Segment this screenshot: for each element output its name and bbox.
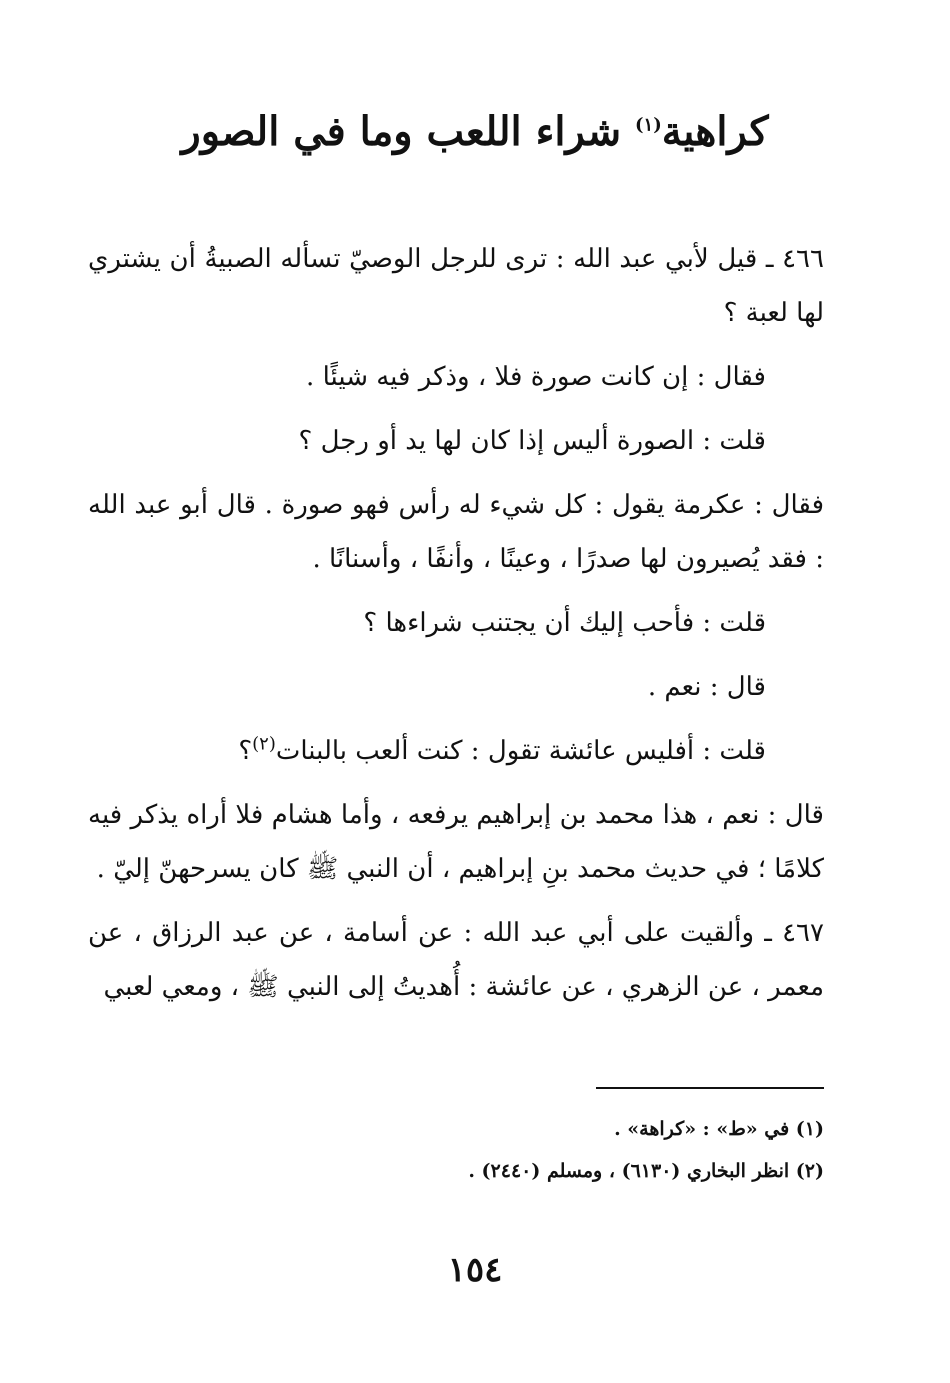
footnote-divider <box>596 1087 824 1089</box>
footnotes <box>88 1108 824 1192</box>
paragraph-question-3 <box>88 724 824 778</box>
paragraph-question-2: قلت : فأحب إليك أن يجتنب شراءها ؟ <box>363 608 766 638</box>
paragraph-answer-1: فقال : إن كانت صورة فلا ، وذكر فيه شيئًا . <box>306 362 766 392</box>
body-text <box>88 232 824 1024</box>
paragraph-answer-4: قال : نعم ، هذا محمد بن إبراهيم يرفعه ، وأما هشام فلا أراه يذكر فيه كلامًا ؛ في حديث محمد بنِ إبراهيم ، أن النبي ﷺ كان يسرحهنّ إليّ . <box>88 800 824 884</box>
paragraph-467: ٤٦٧ ـ وألقيت على أبي عبد الله : عن أسامة ، عن عبد الرزاق ، عن معمر ، عن الزهري ، عن عائشة : أُهديتُ إلى النبي ﷺ ، ومعي لعبي <box>88 918 824 1002</box>
title-footnote-ref[interactable]: (١) <box>635 114 662 136</box>
page-title <box>0 100 950 164</box>
paragraph-answer-2: فقال : عكرمة يقول : كل شيء له رأس فهو صورة . قال أبو عبد الله : فقد يُصيرون لها صدرًا ، وعينًا ، وأنفًا ، وأسنانًا . <box>88 490 824 574</box>
paragraph-answer-3: قال : نعم . <box>647 672 766 702</box>
title-prefix: كراهية <box>661 108 769 155</box>
question-3-text: قلت : أفليس عائشة تقول : كنت ألعب بالبنات <box>275 736 766 766</box>
paragraph-466: ٤٦٦ ـ قيل لأبي عبد الله : ترى للرجل الوصيّ تسأله الصبيةُ أن يشتري لها لعبة ؟ <box>88 244 824 328</box>
title-rest: شراء اللعب وما في الصور <box>181 108 636 155</box>
footnote-2: (٢) انظر البخاري (٦١٣٠) ، ومسلم (٢٤٤٠) . <box>468 1160 824 1182</box>
question-3-end: ؟ <box>238 736 253 766</box>
page-number: ١٥٤ <box>447 1250 503 1290</box>
footnote-1: (١) في «ط» : «كراهة» . <box>614 1118 824 1140</box>
footnote-ref-2[interactable]: (٢) <box>252 733 276 755</box>
paragraph-question-1: قلت : الصورة أليس إذا كان لها يد أو رجل ؟ <box>298 426 766 456</box>
